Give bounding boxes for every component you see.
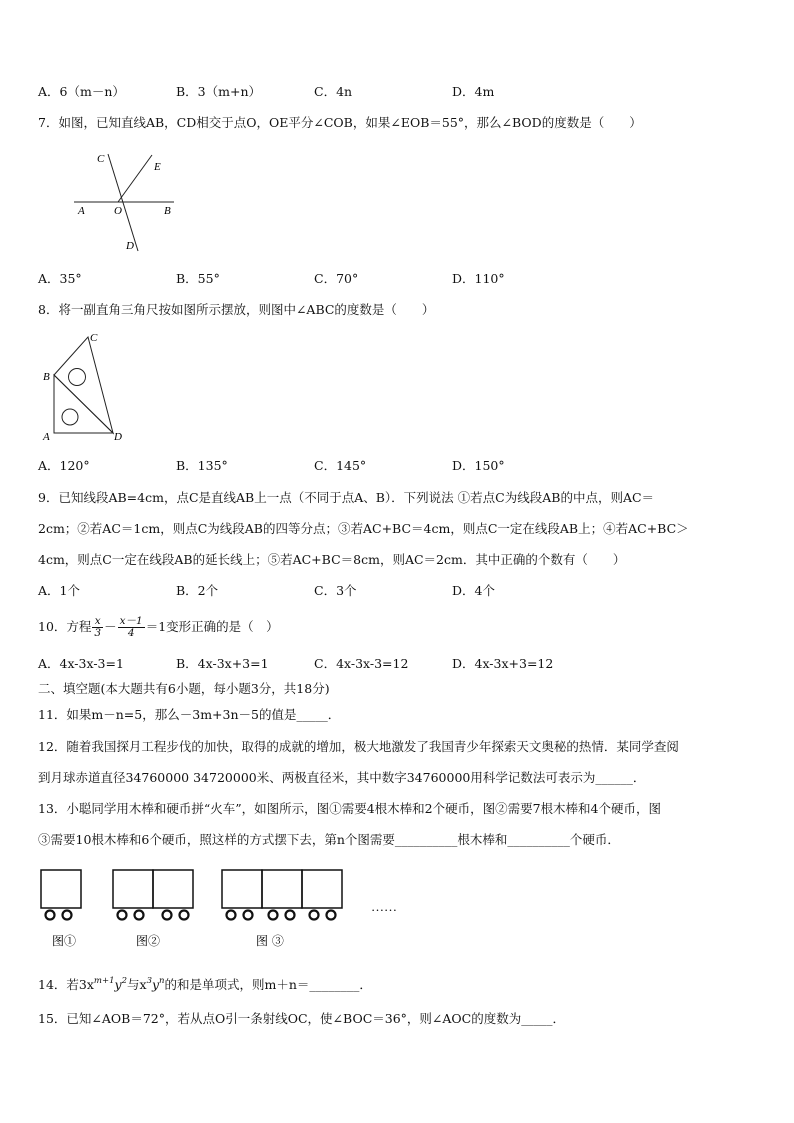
- q10-fraction-1-denominator: 3: [94, 627, 102, 639]
- q8-figure-triangle-rulers: [40, 330, 130, 445]
- q10-fraction-1: [92, 616, 103, 639]
- q10-option-a: A．4x-3x-3=1: [38, 656, 124, 671]
- label-b: B: [43, 371, 50, 383]
- train-figure-2: [113, 870, 193, 920]
- triangle-bad: [54, 375, 113, 433]
- label-a: A: [78, 205, 85, 217]
- q9-option-b: B．2个: [176, 583, 219, 598]
- fig-2-label: 图②: [136, 934, 161, 948]
- q9-option-d: D．4个: [452, 583, 495, 598]
- q10-suffix: 变形正确的是（ ）: [166, 619, 279, 634]
- continuation-dots: ……: [371, 899, 397, 914]
- q10-option-d: D．4x-3x+3=12: [452, 656, 554, 671]
- fig-3-label: 图 ③: [256, 934, 284, 948]
- q9-line-1: 9．已知线段AB=4cm，点C是直线AB上一点（不同于点A、B）．下列说法 ①若点C为线段AB的中点，则AC＝: [38, 490, 655, 505]
- ray-oe: [118, 155, 152, 202]
- train-figure-1: [41, 870, 81, 920]
- q13-figure-trains: [36, 866, 416, 950]
- q7-option-c: C．70°: [314, 271, 359, 286]
- q12-line-1: 12．随着我国探月工程步伐的加快，取得的成就的增加，极大地激发了我国青少年探索天文奥秘的热情．某同学查阅: [38, 739, 679, 754]
- q8-stem: 8．将一副直角三角尺按如图所示摆放，则图中∠ABC的度数是（ ）: [38, 302, 435, 317]
- q6-option-c: C．4n: [314, 84, 353, 99]
- q9-option-c: C．3个: [314, 583, 357, 598]
- q9-line-3: 4cm，则点C一定在线段AB的延长线上；⑤若AC+BC＝8cm，则AC＝2cm．其中正确的个数有（ ）: [38, 552, 626, 567]
- label-c: C: [97, 153, 105, 165]
- fig-1-label: 图①: [52, 934, 77, 948]
- q10-fraction-2: [118, 616, 145, 639]
- label-b: B: [164, 205, 171, 217]
- q7-figure-intersecting-lines: [70, 148, 190, 258]
- q14-post: 的和是单项式，则m＋n＝________．: [164, 977, 372, 992]
- ruler-hole-bottom: [62, 409, 78, 425]
- q6-option-b: B．3（m+n）: [176, 84, 262, 99]
- q14-exp-4: n: [159, 976, 165, 986]
- label-a: A: [43, 431, 50, 443]
- q10-fraction-1-numerator: x: [92, 616, 103, 628]
- q7-option-a: A．35°: [38, 271, 82, 286]
- q13-line-2: ③需要10根木棒和6个硬币，照这样的方式摆下去，第n个图需要__________根木棒和__________个硬币．: [38, 832, 620, 847]
- q8-option-a: A．120°: [38, 458, 90, 473]
- q6-option-a: A．6（m－n）: [38, 84, 125, 99]
- q14-exp-3: 3: [146, 976, 152, 986]
- q9-option-a: A．1个: [38, 583, 80, 598]
- q14-stem: [38, 972, 372, 994]
- q13-line-1: 13．小聪同学用木棒和硬币拼“火车”，如图所示，图①需要4根木棒和2个硬币，图②需要7根木棒和4个硬币，图: [38, 801, 662, 816]
- triangle-bcd: [54, 337, 113, 433]
- label-c: C: [90, 332, 98, 344]
- q10-equals: ＝1: [145, 619, 167, 634]
- q10-fraction-2-denominator: 4: [127, 627, 135, 639]
- q10-stem: [38, 612, 279, 642]
- q9-line-2: 2cm；②若AC＝1cm，则点C为线段AB的四等分点；③若AC+BC＝4cm，则点C一定在线段AB上；④若AC+BC＞: [38, 521, 689, 536]
- q14-mid-3: y: [151, 977, 160, 992]
- q10-option-c: C．4x-3x-3=12: [314, 656, 409, 671]
- q14-mid-1: y: [114, 977, 122, 992]
- label-o: O: [114, 205, 122, 217]
- q7-option-b: B．55°: [176, 271, 220, 286]
- q7-stem: 7．如图，已知直线AB，CD相交于点O，OE平分∠COB，如果∠EOB＝55°，那么∠BOD的度数是（ ）: [38, 115, 642, 130]
- label-e: E: [154, 161, 161, 173]
- q14-pre: 14．若3x: [38, 977, 94, 992]
- q10-option-b: B．4x-3x+3=1: [176, 656, 269, 671]
- q10-prefix: 10．方程: [38, 619, 92, 634]
- label-d: D: [114, 431, 122, 443]
- q8-option-d: D．150°: [452, 458, 505, 473]
- train-figure-3: [222, 870, 342, 920]
- ruler-hole-top: [69, 369, 86, 386]
- q6-option-d: D．4m: [452, 84, 495, 99]
- q14-exp-2: 2: [121, 976, 127, 986]
- q7-option-d: D．110°: [452, 271, 505, 286]
- q10-fraction-2-numerator: x－1: [119, 615, 143, 627]
- q8-option-c: C．145°: [314, 458, 367, 473]
- label-d: D: [126, 240, 134, 252]
- q12-line-2: 到月球赤道直径34760000 34720000米、两极直径米，其中数字34760000用科学记数法可表示为______．: [38, 770, 646, 785]
- q10-minus: －: [104, 619, 117, 634]
- q8-option-b: B．135°: [176, 458, 228, 473]
- q14-exp-1: m+1: [93, 976, 115, 986]
- q15-stem: 15．已知∠AOB＝72°，若从点O引一条射线OC，使∠BOC＝36°，则∠AOC的度数为_____．: [38, 1011, 565, 1026]
- q11-stem: 11．如果m－n=5，那么－3m+3n－5的值是_____．: [38, 707, 341, 722]
- section-2-heading: 二、填空题(本大题共有6小题，每小题3分，共18分): [38, 681, 330, 696]
- q14-mid-2: 与x: [127, 977, 147, 992]
